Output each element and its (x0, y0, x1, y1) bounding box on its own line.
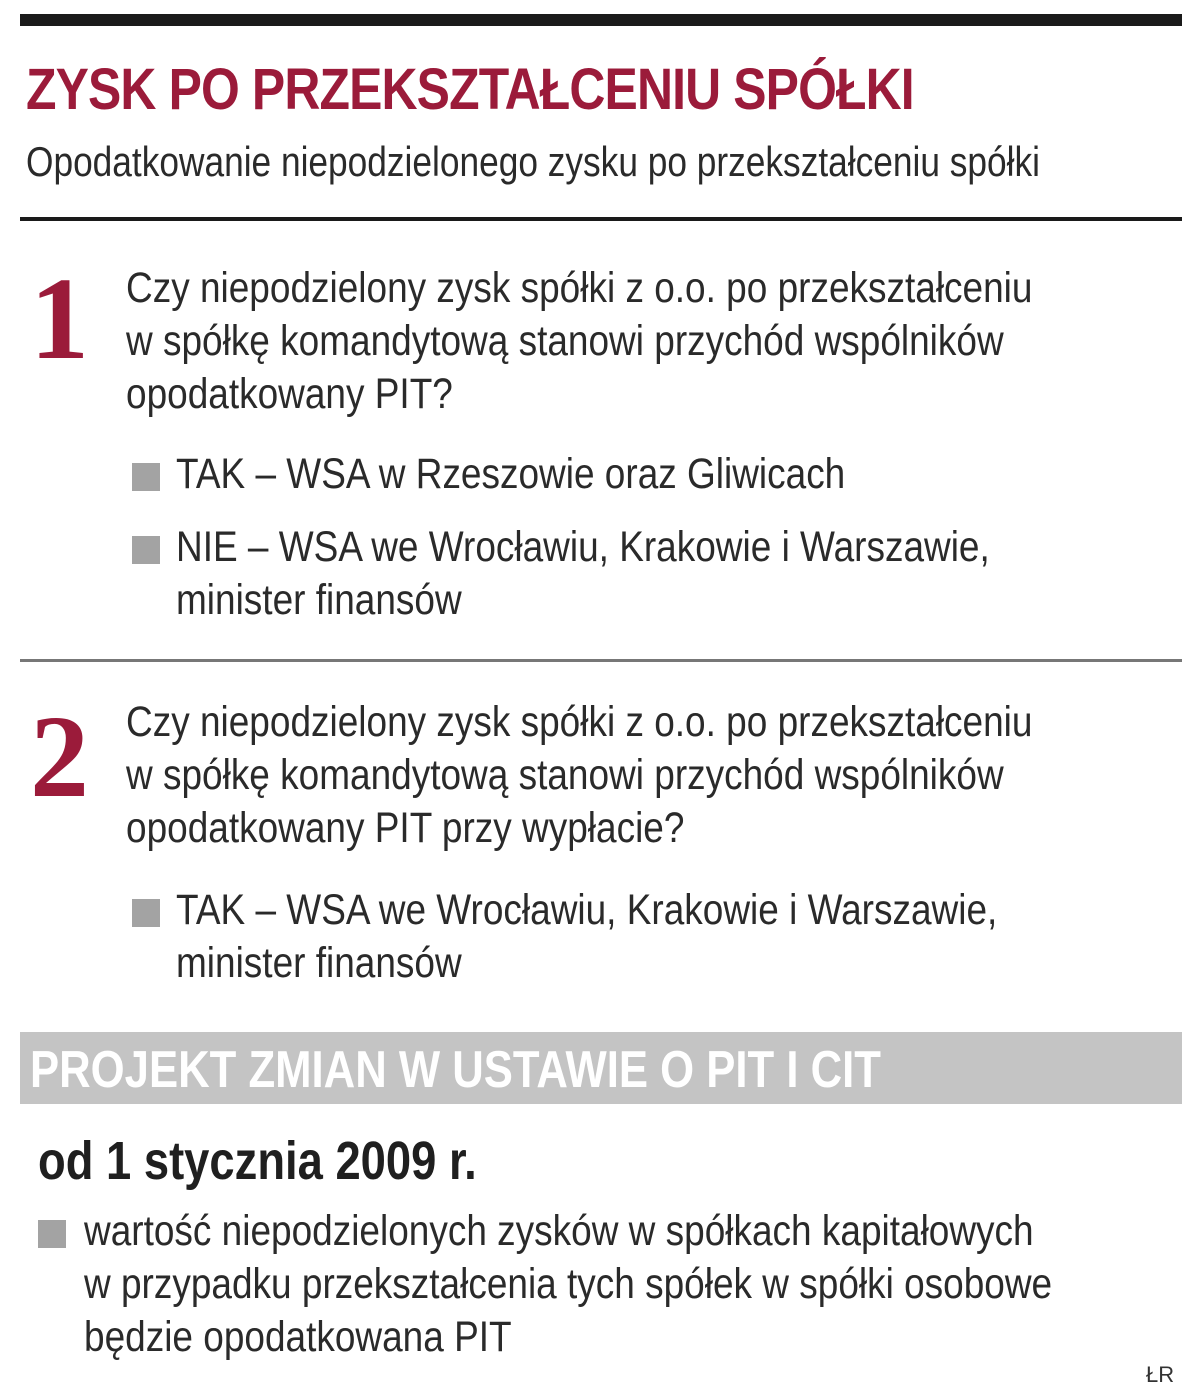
project-heading: PROJEKT ZMIAN W USTAWIE O PIT I CIT (30, 1041, 881, 1099)
section-divider (20, 659, 1182, 662)
question-2-text: Czy niepodzielony zysk spółki z o.o. po przekształceniu w spółkę komandytową stanowi przychód wspólników opodatkowany PIT przy wypłacie? (126, 698, 1033, 852)
page-subtitle: Opodatkowanie niepodzielonego zysku po przekształceniu spółki (26, 138, 1040, 185)
question-1-text: Czy niepodzielony zysk spółki z o.o. po przekształceniu w spółkę komandytową stanowi przychód wspólników opodatkowany PIT? (126, 264, 1033, 418)
square-bullet-icon (132, 463, 160, 491)
effective-date: od 1 stycznia 2009 r. (38, 1131, 477, 1191)
question-number-2: 2 (30, 691, 89, 822)
question-number-1: 1 (30, 253, 89, 384)
header-divider (20, 217, 1182, 221)
square-bullet-icon (132, 899, 160, 927)
square-bullet-icon (132, 536, 160, 564)
top-rule (20, 14, 1182, 26)
author-credit: ŁR (1146, 1362, 1175, 1387)
square-bullet-icon (38, 1220, 66, 1248)
project-banner (20, 1032, 1182, 1104)
page-title: ZYSK PO PRZEKSZTAŁCENIU SPÓŁKI (26, 57, 914, 122)
